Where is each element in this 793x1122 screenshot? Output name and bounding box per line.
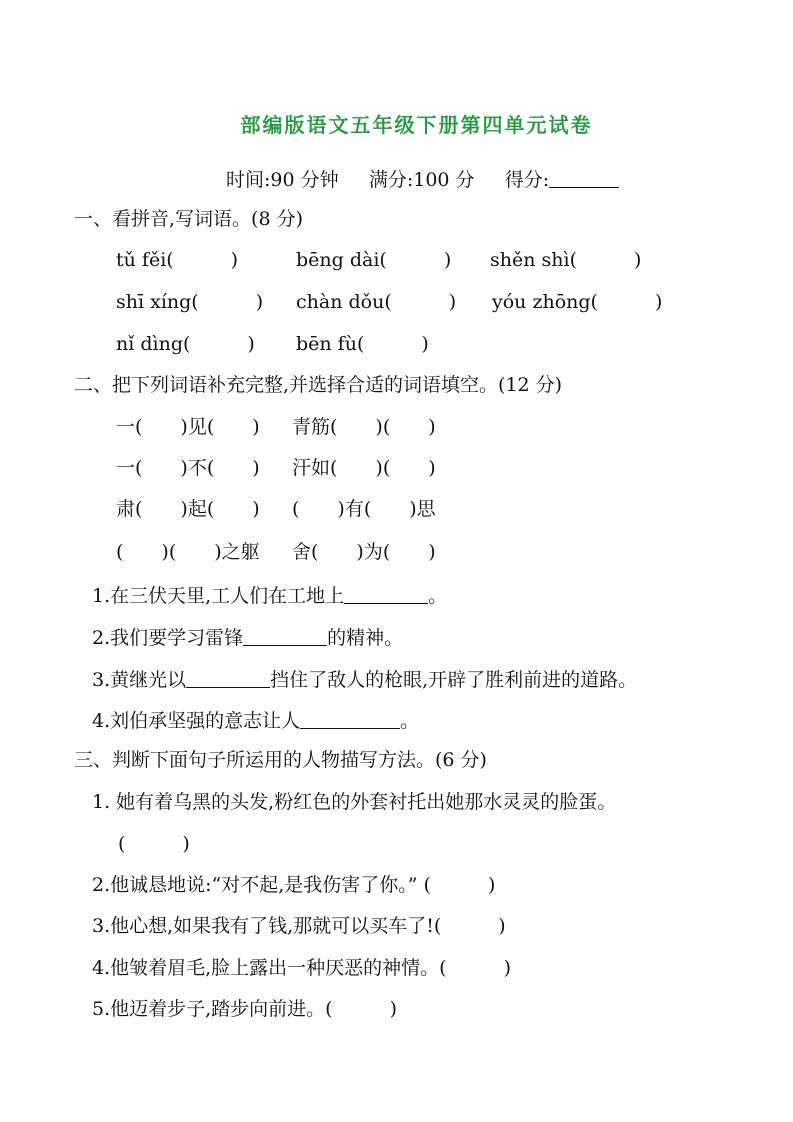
exam-score-label: 得分:	[504, 169, 550, 191]
exam-meta	[226, 168, 619, 190]
pinyin-item: shī xíng( )	[116, 291, 264, 313]
pinyin-item: yóu zhōng( )	[492, 291, 663, 313]
section1-heading: 一、看拼音,写词语。(8 分)	[74, 208, 303, 230]
fill-sentence: 4.刘伯承坚强的意志让人 。	[92, 710, 420, 732]
idiom-item: ( )有( )思	[292, 498, 436, 520]
score-blank[interactable]	[549, 168, 619, 188]
pinyin-item: tǔ fěi( )	[116, 249, 239, 271]
fill-sentence: 3.黄继光以 挡住了敌人的枪眼,开辟了胜利前进的道路。	[92, 669, 638, 691]
judge-item: 3.他心想,如果我有了钱,那就可以买车了!( )	[92, 915, 506, 937]
pinyin-item: shěn shì( )	[490, 249, 642, 271]
page-title: 部编版语文五年级下册第四单元试卷	[240, 113, 593, 137]
pinyin-item: bēn fù( )	[296, 333, 429, 355]
idiom-item: 青筋( )( )	[292, 416, 436, 438]
pinyin-item: chàn dǒu( )	[296, 291, 457, 313]
idiom-item: 一( )不( )	[116, 457, 260, 479]
judge-item: 2.他诚恳地说:“对不起,是我伤害了你。” ( )	[92, 874, 496, 896]
fill-blank[interactable]	[300, 709, 400, 729]
idiom-item: 肃( )起( )	[116, 498, 260, 520]
fill-sentence: 1.在三伏天里,工人们在工地上 。	[92, 585, 448, 607]
exam-time: 时间:90 分钟	[226, 169, 339, 191]
pinyin-item: nǐ dìng( )	[116, 333, 255, 355]
judge-item: 1. 她有着乌黑的头发,粉红色的外套衬托出她那水灵灵的脸蛋。	[92, 791, 617, 813]
fill-blank[interactable]	[186, 668, 270, 688]
pinyin-item: bēng dài( )	[296, 249, 452, 271]
fill-sentence: 2.我们要学习雷锋 的精神。	[92, 627, 404, 649]
idiom-item: 舍( )为( )	[292, 541, 436, 563]
section2-heading: 二、把下列词语补充完整,并选择合适的词语填空。(12 分)	[74, 374, 563, 396]
idiom-item: ( )( )之躯	[116, 541, 260, 563]
judge-item: 5.他迈着步子,踏步向前进。( )	[92, 998, 397, 1020]
judge-item: 4.他皱着眉毛,脸上露出一种厌恶的神情。( )	[92, 957, 511, 979]
judge-answer-blank[interactable]: ( )	[118, 833, 190, 855]
idiom-item: 汗如( )( )	[292, 457, 436, 479]
fill-blank[interactable]	[344, 584, 428, 604]
idiom-item: 一( )见( )	[116, 416, 260, 438]
fill-blank[interactable]	[243, 626, 327, 646]
section3-heading: 三、判断下面句子所运用的人物描写方法。(6 分)	[74, 749, 487, 771]
exam-full-score: 满分:100 分	[368, 169, 475, 191]
